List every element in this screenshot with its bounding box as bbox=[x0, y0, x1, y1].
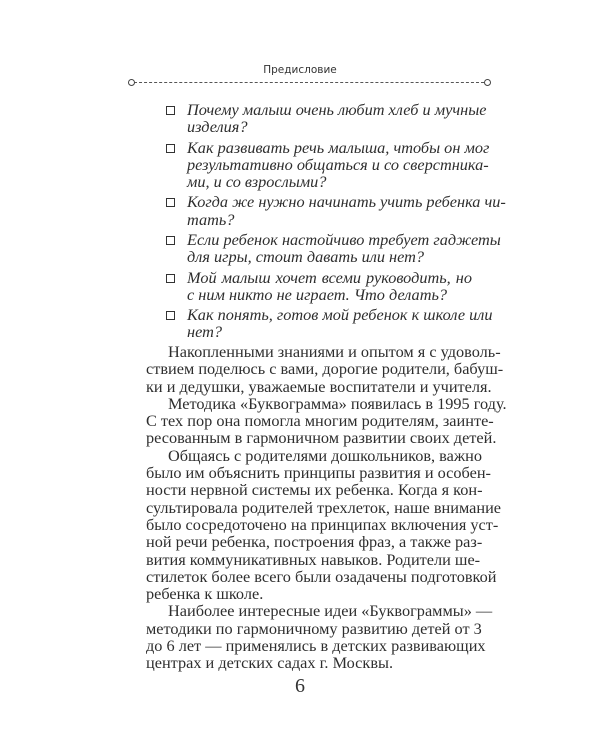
paragraph bbox=[146, 601, 493, 673]
paragraph bbox=[146, 342, 504, 396]
paragraph-line: Накопленными знаниями и опытом я с удоволь- bbox=[168, 342, 501, 361]
paragraph-line: стилеток более всего были озадачены подготовкой bbox=[146, 566, 497, 586]
paragraph-line: было сосредоточено на принципах включения уст- bbox=[146, 514, 499, 534]
checkbox-bullet-icon bbox=[166, 274, 175, 283]
question-line: Как понять, готов мой ребенок к школе или bbox=[187, 305, 493, 325]
question-item bbox=[166, 137, 490, 191]
paragraph-line: ности нервной системы их ребенка. Когда я кон- bbox=[146, 480, 483, 500]
checkbox-bullet-icon bbox=[166, 311, 175, 320]
paragraph bbox=[146, 445, 502, 604]
question-line: изделия? bbox=[187, 117, 248, 137]
question-line: Если ребенок настойчиво требует гаджеты bbox=[187, 229, 501, 249]
paragraph-line: сультировала родителей трехлеток, наше внимание bbox=[146, 497, 502, 517]
question-line: нет? bbox=[187, 322, 222, 342]
question-line: для игры, стоит давать или нет? bbox=[187, 247, 425, 267]
paragraph-line: Методика «Буквограмма» появилась в 1995 году. bbox=[168, 393, 507, 413]
question-list bbox=[166, 100, 506, 344]
paragraph-line: методики по гармоничному развитию детей от 3 bbox=[146, 618, 482, 638]
paragraph-line: вития коммуникативных навыков. Родители ше- bbox=[146, 549, 481, 569]
paragraph-line: ной речи ребенка, построения фраз, а также раз- bbox=[146, 532, 483, 552]
checkbox-bullet-icon bbox=[166, 106, 175, 115]
checkbox-bullet-icon bbox=[166, 236, 175, 245]
paragraph-line: ребенка к школе. bbox=[146, 584, 264, 604]
question-line: Почему малыш очень любит хлеб и мучные bbox=[187, 100, 487, 119]
question-line: с ним никто не играет. Что делать? bbox=[187, 284, 448, 304]
body-text bbox=[146, 342, 507, 673]
question-item bbox=[166, 269, 472, 303]
paragraph-line: ки и дедушки, уважаемые воспитатели и учителя. bbox=[146, 376, 492, 396]
rule-end-dot-right bbox=[484, 79, 491, 86]
paragraph-line: ресованным в гармоничном развитии своих детей. bbox=[146, 428, 497, 448]
paragraph-line: центрах и детских садах г. Москвы. bbox=[146, 653, 394, 673]
question-line: Как развивать речь малыша, чтобы он мог bbox=[187, 137, 490, 157]
paragraph-line: Наиболее интересные идеи «Буквограммы» — bbox=[168, 601, 493, 621]
question-line: тать? bbox=[187, 209, 235, 229]
checkbox-bullet-icon bbox=[166, 144, 175, 153]
question-item bbox=[166, 100, 487, 137]
question-item bbox=[166, 229, 501, 267]
header-rule bbox=[134, 82, 484, 83]
checkbox-bullet-icon bbox=[166, 198, 175, 207]
paragraph-line: Общаясь с родителями дошкольников, важно bbox=[168, 445, 482, 465]
running-header: Предисловие bbox=[263, 64, 337, 76]
question-line: ми, и со взрослыми? bbox=[187, 172, 327, 191]
paragraph-line: до 6 лет — применялись в детских развивающих bbox=[146, 636, 486, 656]
paragraph bbox=[146, 393, 507, 448]
rule-end-dot-left bbox=[128, 79, 135, 86]
page-number: 6 bbox=[295, 675, 305, 697]
question-line: результативно общаться и со сверстника- bbox=[187, 154, 489, 174]
question-item bbox=[166, 192, 506, 229]
paragraph-line: С тех пор она помогла многим родителям, заинте- bbox=[146, 411, 494, 431]
question-line: Когда же нужно начинать учить ребенка чи- bbox=[187, 192, 506, 212]
question-item bbox=[166, 305, 493, 342]
paragraph-line: было им объяснить принципы развития и особен- bbox=[146, 463, 491, 483]
paragraph-line: ствием поделюсь с вами, дорогие родители, бабуш- bbox=[146, 359, 504, 379]
question-line: Мой малыш хочет всеми руководить, но bbox=[187, 267, 472, 287]
